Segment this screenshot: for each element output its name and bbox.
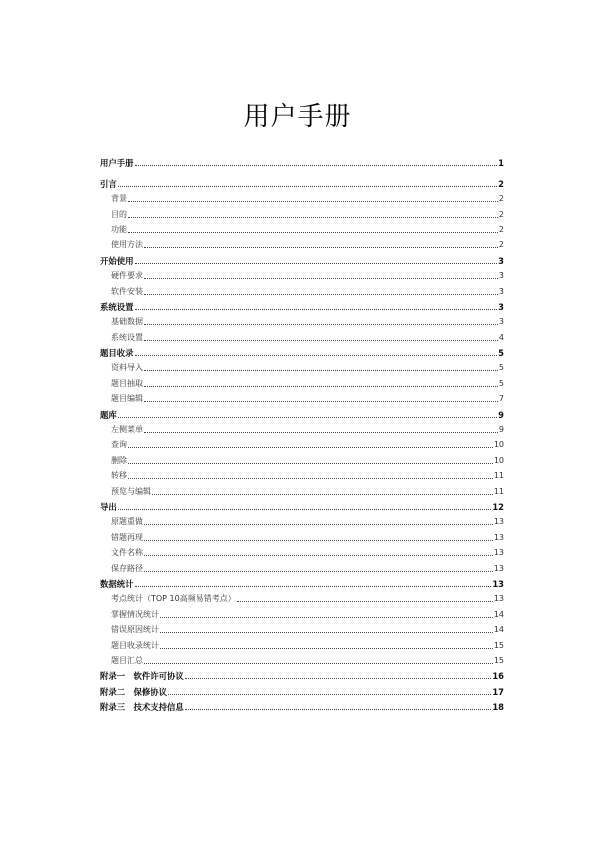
toc-entry-label: 硬件要求 [111,271,143,281]
toc-dot-leader [144,663,493,664]
toc-entry-section[interactable] [100,481,504,496]
toc-entry-label: 导出 [100,501,117,512]
toc-entry-label: 查询 [111,440,127,450]
toc-dot-leader [144,370,498,371]
toc-entry-chapter[interactable] [100,404,504,419]
toc-entry-page-number: 4 [498,332,504,342]
toc-dot-leader [135,263,498,264]
toc-entry-page-number: 14 [493,625,504,635]
toc-dot-leader [160,632,493,633]
toc-entry-label: 系统设置 [111,332,143,342]
toc-dot-leader [144,324,498,325]
toc-entry-label: 目的 [111,209,127,219]
toc-dot-leader [128,478,493,479]
toc-entry-section[interactable] [100,327,504,342]
toc-entry-label: 题目收录统计 [111,640,159,650]
toc-dot-leader [168,694,491,695]
toc-dot-leader [144,571,493,572]
toc-dot-leader [135,165,498,166]
toc-dot-leader [144,340,498,341]
toc-entry-label: 系统设置 [100,301,134,312]
toc-entry-section[interactable] [100,235,504,250]
toc-entry-section[interactable] [100,512,504,527]
toc-entry-label: 原题重做 [111,517,143,527]
toc-entry-chapter[interactable] [100,153,504,168]
toc-entry-label: 考点统计（TOP 10高频易错考点） [111,594,236,604]
toc-entry-page-number: 2 [498,224,504,234]
toc-entry-chapter[interactable] [100,574,504,589]
toc-dot-leader [118,509,492,510]
toc-entry-page-number: 5 [498,348,504,359]
toc-entry-label: 用户手册 [100,158,134,169]
toc-dot-leader [144,294,498,295]
toc-entry-page-number: 9 [498,425,504,435]
toc-dot-leader [144,555,493,556]
toc-entry-page-number: 3 [498,286,504,296]
toc-entry-page-number: 13 [493,517,504,527]
toc-entry-label: 错题再现 [111,532,143,542]
toc-entry-page-number: 13 [493,548,504,558]
toc-entry-page-number: 2 [498,209,504,219]
toc-dot-leader [135,309,498,310]
toc-entry-page-number: 16 [492,671,504,682]
toc-dot-leader [144,401,498,402]
page-title: 用户手册 [243,102,352,132]
toc-dot-leader [144,432,498,433]
toc-entry-chapter[interactable] [100,173,504,188]
toc-dot-leader [160,648,493,649]
toc-entry-page-number: 10 [493,440,504,450]
toc-entry-section[interactable] [100,312,504,327]
toc-dot-leader [144,278,498,279]
toc-entry-section[interactable] [100,604,504,619]
toc-entry-section[interactable] [100,435,504,450]
toc-entry-page-number: 11 [493,486,504,496]
toc-entry-label: 附录二 保修协议 [100,686,167,697]
toc-dot-leader [144,247,498,248]
toc-entry-section[interactable] [100,358,504,373]
toc-entry-page-number: 14 [493,609,504,619]
toc-entry-page-number: 2 [498,194,504,204]
toc-entry-page-number: 3 [498,317,504,327]
toc-entry-page-number: 7 [498,394,504,404]
toc-entry-label: 题目汇总 [111,655,143,665]
toc-entry-label: 附录一 软件许可协议 [100,671,184,682]
toc-entry-page-number: 3 [498,271,504,281]
toc-dot-leader [128,447,493,448]
toc-entry-chapter[interactable] [100,697,504,712]
toc-dot-leader [185,678,492,679]
toc-entry-section[interactable] [100,189,504,204]
toc-entry-label: 使用方法 [111,240,143,250]
toc-dot-leader [185,709,492,710]
toc-entry-label: 开始使用 [100,255,134,266]
toc-dot-leader [152,494,493,495]
toc-entry-chapter[interactable] [100,250,504,265]
toc-entry-page-number: 11 [493,471,504,481]
toc-entry-label: 功能 [111,224,127,234]
toc-entry-label: 掌握情况统计 [111,609,159,619]
toc-entry-label: 题目抽取 [111,378,143,388]
toc-entry-section[interactable] [100,420,504,435]
toc-entry-page-number: 13 [492,578,504,589]
toc-entry-page-number: 2 [498,240,504,250]
toc-entry-label: 资料导入 [111,363,143,373]
toc-entry-label: 错误原因统计 [111,625,159,635]
toc-entry-label: 预览与编辑 [111,486,151,496]
toc-entry-section[interactable] [100,204,504,219]
toc-entry-label: 背景 [111,194,127,204]
toc-dot-leader [237,601,493,602]
toc-entry-page-number: 18 [492,702,504,713]
toc-entry-page-number: 3 [498,301,504,312]
toc-entry-page-number: 13 [493,532,504,542]
toc-entry-chapter[interactable] [100,497,504,512]
toc-dot-leader [128,201,498,202]
toc-dot-leader [118,186,497,187]
toc-entry-section[interactable] [100,281,504,296]
toc-entry-section[interactable] [100,620,504,635]
toc-dot-leader [128,232,498,233]
toc-dot-leader [144,540,493,541]
toc-entry-page-number: 10 [493,455,504,465]
toc-dot-leader [128,217,498,218]
toc-entry-label: 软件安装 [111,286,143,296]
toc-entry-page-number: 13 [493,563,504,573]
toc-entry-label: 左侧菜单 [111,425,143,435]
toc-entry-section[interactable] [100,450,504,465]
toc-entry-chapter[interactable] [100,297,504,312]
toc-entry-page-number: 3 [498,255,504,266]
table-of-contents [100,153,504,712]
toc-entry-section[interactable] [100,558,504,573]
toc-entry-label: 删除 [111,455,127,465]
toc-entry-section[interactable] [100,527,504,542]
toc-dot-leader [144,386,498,387]
toc-dot-leader [160,617,493,618]
toc-entry-label: 题库 [100,409,117,420]
toc-entry-label: 题目编辑 [111,394,143,404]
toc-entry-page-number: 17 [492,686,504,697]
toc-dot-leader [118,417,497,418]
toc-entry-chapter[interactable] [100,681,504,696]
toc-entry-section[interactable] [100,543,504,558]
toc-entry-page-number: 5 [498,363,504,373]
toc-entry-section[interactable] [100,635,504,650]
toc-entry-page-number: 12 [492,501,504,512]
toc-entry-section[interactable] [100,466,504,481]
toc-entry-label: 基础数据 [111,317,143,327]
toc-dot-leader [135,355,498,356]
toc-entry-page-number: 15 [493,640,504,650]
toc-entry-page-number: 9 [498,409,504,420]
toc-entry-label: 引言 [100,178,117,189]
toc-entry-page-number: 13 [493,594,504,604]
toc-entry-label: 题目收录 [100,348,134,359]
toc-entry-page-number: 2 [498,178,504,189]
toc-dot-leader [135,586,492,587]
toc-entry-section[interactable] [100,220,504,235]
toc-entry-section[interactable] [100,389,504,404]
toc-dot-leader [144,524,493,525]
toc-entry-section[interactable] [100,373,504,388]
toc-entry-label: 转移 [111,471,127,481]
toc-entry-chapter[interactable] [100,343,504,358]
toc-entry-section[interactable] [100,266,504,281]
toc-entry-label: 文件名称 [111,548,143,558]
toc-entry-label: 数据统计 [100,578,134,589]
toc-entry-page-number: 15 [493,655,504,665]
toc-entry-page-number: 1 [498,158,504,169]
toc-entry-label: 保存路径 [111,563,143,573]
toc-entry-section[interactable] [100,651,504,666]
toc-entry-chapter[interactable] [100,666,504,681]
toc-dot-leader [128,463,493,464]
toc-entry-label: 附录三 技术支持信息 [100,702,184,713]
toc-entry-page-number: 5 [498,378,504,388]
toc-entry-section[interactable] [100,589,504,604]
